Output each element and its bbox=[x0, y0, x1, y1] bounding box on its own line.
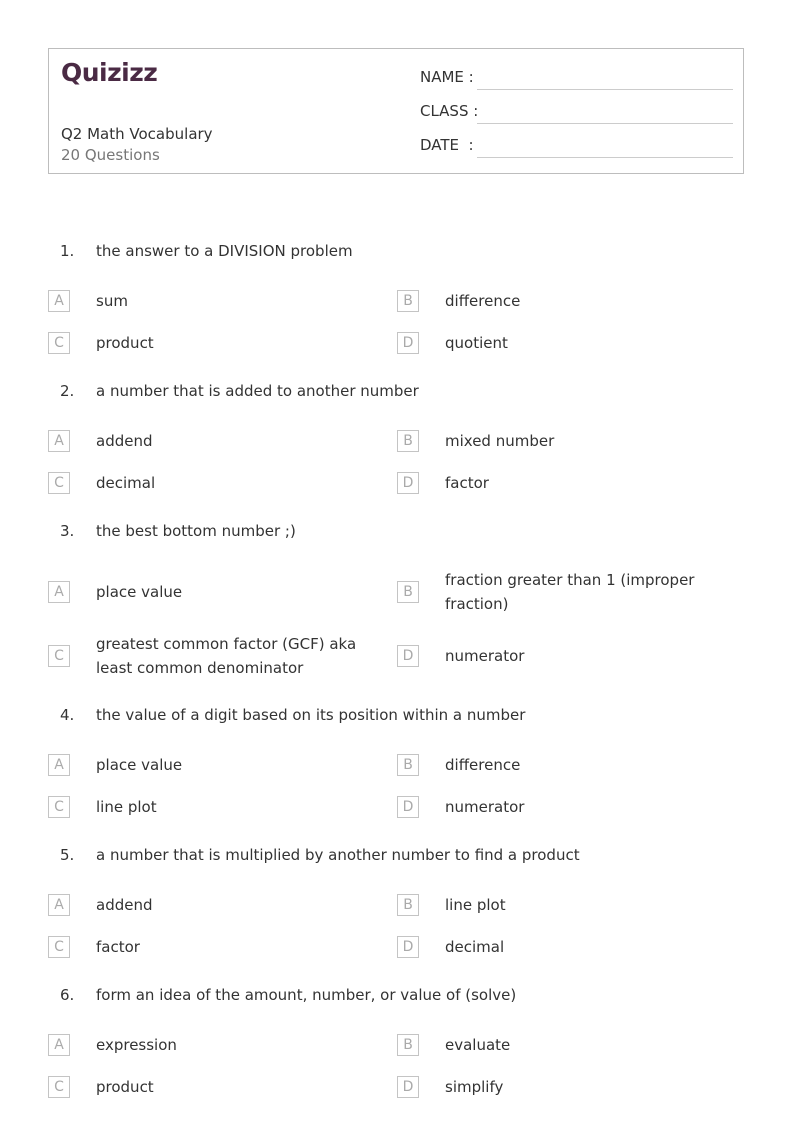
option-b-text: evaluate bbox=[445, 1036, 511, 1054]
question-number: 4. bbox=[60, 706, 75, 724]
question-text: the best bottom number ;) bbox=[96, 522, 296, 540]
option-c-box[interactable]: C bbox=[48, 796, 70, 818]
option-a-box[interactable]: A bbox=[48, 430, 70, 452]
option-b-box[interactable]: B bbox=[397, 290, 419, 312]
name-line[interactable] bbox=[477, 89, 733, 90]
question-text: a number that is added to another number bbox=[96, 382, 419, 400]
option-c-text: line plot bbox=[96, 798, 157, 816]
option-c-text: product bbox=[96, 1078, 154, 1096]
option-a-text: sum bbox=[96, 292, 128, 310]
worksheet-title: Q2 Math Vocabulary bbox=[61, 125, 213, 143]
option-d-text: numerator bbox=[445, 647, 525, 665]
option-c-box[interactable]: C bbox=[48, 472, 70, 494]
option-c-text: product bbox=[96, 334, 154, 352]
option-d-box[interactable]: D bbox=[397, 936, 419, 958]
option-c-box[interactable]: C bbox=[48, 332, 70, 354]
option-c-box[interactable]: C bbox=[48, 936, 70, 958]
option-a-box[interactable]: A bbox=[48, 1034, 70, 1056]
option-a-box[interactable]: A bbox=[48, 581, 70, 603]
option-b-text: line plot bbox=[445, 896, 506, 914]
option-b-text: fraction greater than 1 (improper fraction) bbox=[445, 571, 695, 613]
option-b-box[interactable]: B bbox=[397, 894, 419, 916]
option-c-text: factor bbox=[96, 938, 140, 956]
option-b-box[interactable]: B bbox=[397, 581, 419, 603]
option-c-text: decimal bbox=[96, 474, 156, 492]
class-line[interactable] bbox=[477, 123, 733, 124]
option-a-box[interactable]: A bbox=[48, 754, 70, 776]
option-b-box[interactable]: B bbox=[397, 754, 419, 776]
quizizz-logo bbox=[61, 58, 157, 88]
option-d-text: decimal bbox=[445, 938, 505, 956]
option-a-text: place value bbox=[96, 583, 183, 601]
option-c-box[interactable]: C bbox=[48, 645, 70, 667]
date-label: DATE : bbox=[420, 136, 474, 154]
option-b-text: difference bbox=[445, 756, 521, 774]
option-d-box[interactable]: D bbox=[397, 1076, 419, 1098]
option-d-text: quotient bbox=[445, 334, 508, 352]
question-text: form an idea of the amount, number, or value of (solve) bbox=[96, 986, 517, 1004]
option-b-box[interactable]: B bbox=[397, 430, 419, 452]
option-a-box[interactable]: A bbox=[48, 894, 70, 916]
option-d-box[interactable]: D bbox=[397, 332, 419, 354]
date-line[interactable] bbox=[477, 157, 733, 158]
question-text: the answer to a DIVISION problem bbox=[96, 242, 353, 260]
option-a-text: addend bbox=[96, 432, 153, 450]
option-a-box[interactable]: A bbox=[48, 290, 70, 312]
option-a-text: place value bbox=[96, 756, 183, 774]
option-d-text: factor bbox=[445, 474, 489, 492]
question-text: the value of a digit based on its position within a number bbox=[96, 706, 526, 724]
question-number: 6. bbox=[60, 986, 75, 1004]
class-label: CLASS : bbox=[420, 102, 479, 120]
question-text: a number that is multiplied by another number to find a product bbox=[96, 846, 580, 864]
option-b-text: mixed number bbox=[445, 432, 555, 450]
question-number: 5. bbox=[60, 846, 75, 864]
question-count: 20 Questions bbox=[61, 146, 160, 164]
option-c-box[interactable]: C bbox=[48, 1076, 70, 1098]
question-number: 3. bbox=[60, 522, 75, 540]
brand-name: Quizizz bbox=[61, 58, 158, 87]
question-number: 1. bbox=[60, 242, 75, 260]
question-number: 2. bbox=[60, 382, 75, 400]
option-a-text: addend bbox=[96, 896, 153, 914]
worksheet-header bbox=[48, 48, 744, 174]
option-b-text: difference bbox=[445, 292, 521, 310]
name-label: NAME : bbox=[420, 68, 474, 86]
option-d-text: simplify bbox=[445, 1078, 504, 1096]
option-d-box[interactable]: D bbox=[397, 796, 419, 818]
option-d-text: numerator bbox=[445, 798, 525, 816]
option-d-box[interactable]: D bbox=[397, 472, 419, 494]
option-c-text: greatest common factor (GCF) aka least common denominator bbox=[96, 635, 357, 677]
option-a-text: expression bbox=[96, 1036, 177, 1054]
option-d-box[interactable]: D bbox=[397, 645, 419, 667]
option-b-box[interactable]: B bbox=[397, 1034, 419, 1056]
